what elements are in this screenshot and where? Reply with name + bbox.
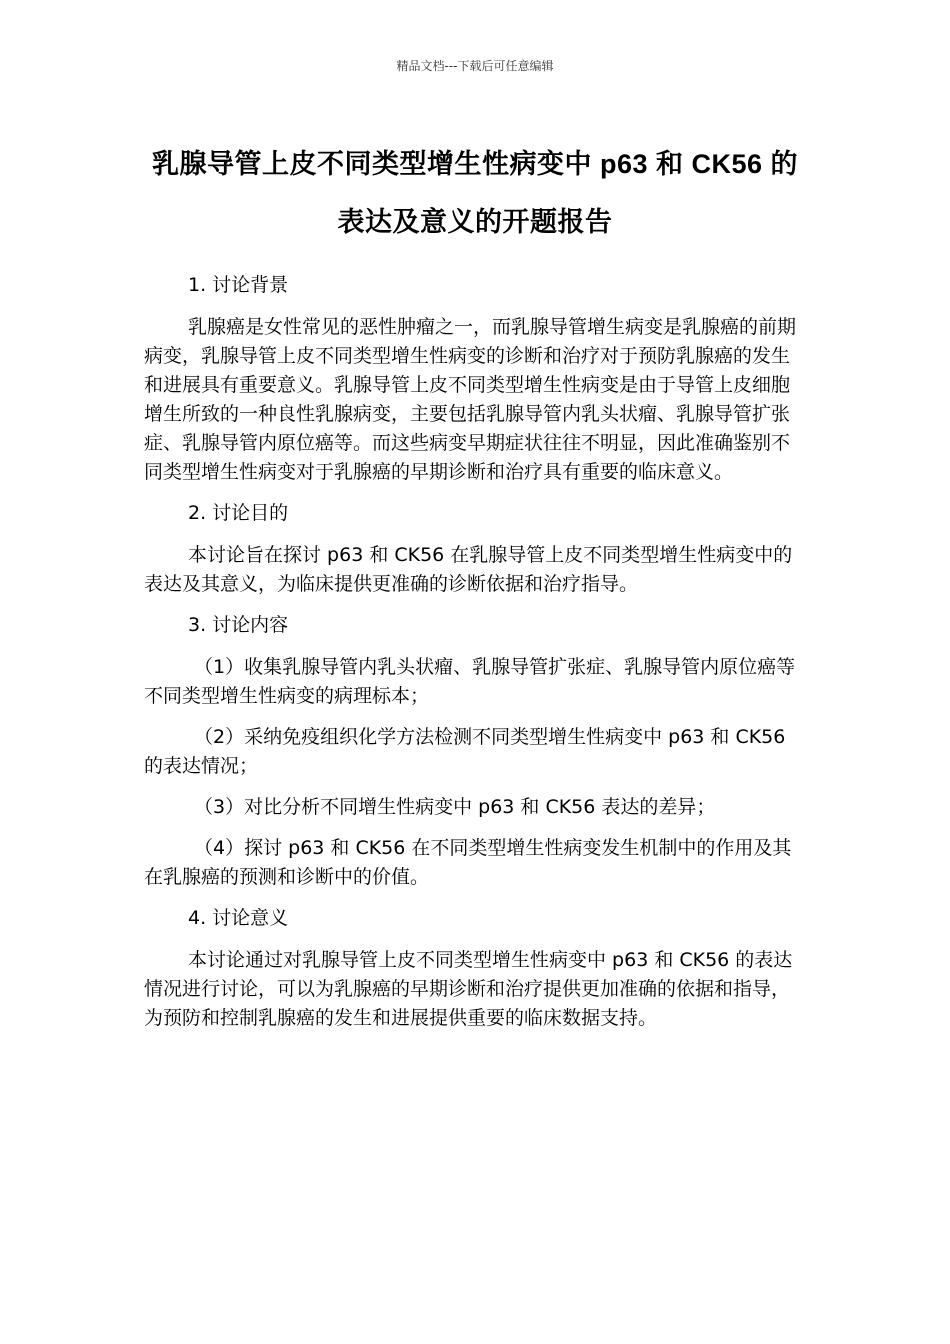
title-line-2: 表达及意义的开题报告 xyxy=(337,207,613,237)
section-heading-content: 3. 讨论内容 xyxy=(188,614,289,636)
section-heading-background: 1. 讨论背景 xyxy=(188,274,289,296)
section-heading-purpose: 2. 讨论目的 xyxy=(188,502,289,524)
section-heading-significance: 4. 讨论意义 xyxy=(188,907,289,929)
header-note: 精品文档---下载后可任意编辑 xyxy=(396,59,554,73)
content-item: （3）对比分析不同增生性病变中 p63 和 CK56 表达的差异； xyxy=(194,796,716,818)
document-title xyxy=(100,135,850,251)
content-item: （1）收集乳腺导管内乳头状瘤、乳腺导管扩张症、乳腺导管内原位癌等不同类型增生性病变的病理标本； xyxy=(144,656,796,707)
background-paragraph: 乳腺癌是女性常见的恶性肿瘤之一，而乳腺导管增生病变是乳腺癌的前期病变，乳腺导管上皮不同类型增生性病变的诊断和治疗对于预防乳腺癌的发生和进展具有重要意义。乳腺导管上皮不同类型增生性病变是由于导管上皮细胞增生所致的一种良性乳腺病变，主要包括乳腺导管内乳头状瘤、乳腺导管扩张症、乳腺导管内原位癌等。而这些病变早期症状往往不明显，因此准确鉴别不同类型增生性病变对于乳腺癌的早期诊断和治疗具有重要的临床意义。 xyxy=(144,316,797,483)
content-item: （2）采纳免疫组织化学方法检测不同类型增生性病变中 p63 和 CK56 的表达情况； xyxy=(144,726,786,777)
content-item: （4）探讨 p63 和 CK56 在不同类型增生性病变发生机制中的作用及其在乳腺癌的预测和诊断中的价值。 xyxy=(144,837,792,888)
significance-paragraph: 本讨论通过对乳腺导管上皮不同类型增生性病变中 p63 和 CK56 的表达情况进行讨论，可以为乳腺癌的早期诊断和治疗提供更加准确的依据和指导，为预防和控制乳腺癌的发生和进展提供重要的临床数据支持。 xyxy=(144,949,793,1029)
document-body xyxy=(144,271,808,1045)
purpose-paragraph: 本讨论旨在探讨 p63 和 CK56 在乳腺导管上皮不同类型增生性病变中的表达及其意义，为临床提供更准确的诊断依据和治疗指导。 xyxy=(144,544,793,595)
title-line-1: 乳腺导管上皮不同类型增生性病变中 p63 和 CK56 的 xyxy=(151,149,799,179)
